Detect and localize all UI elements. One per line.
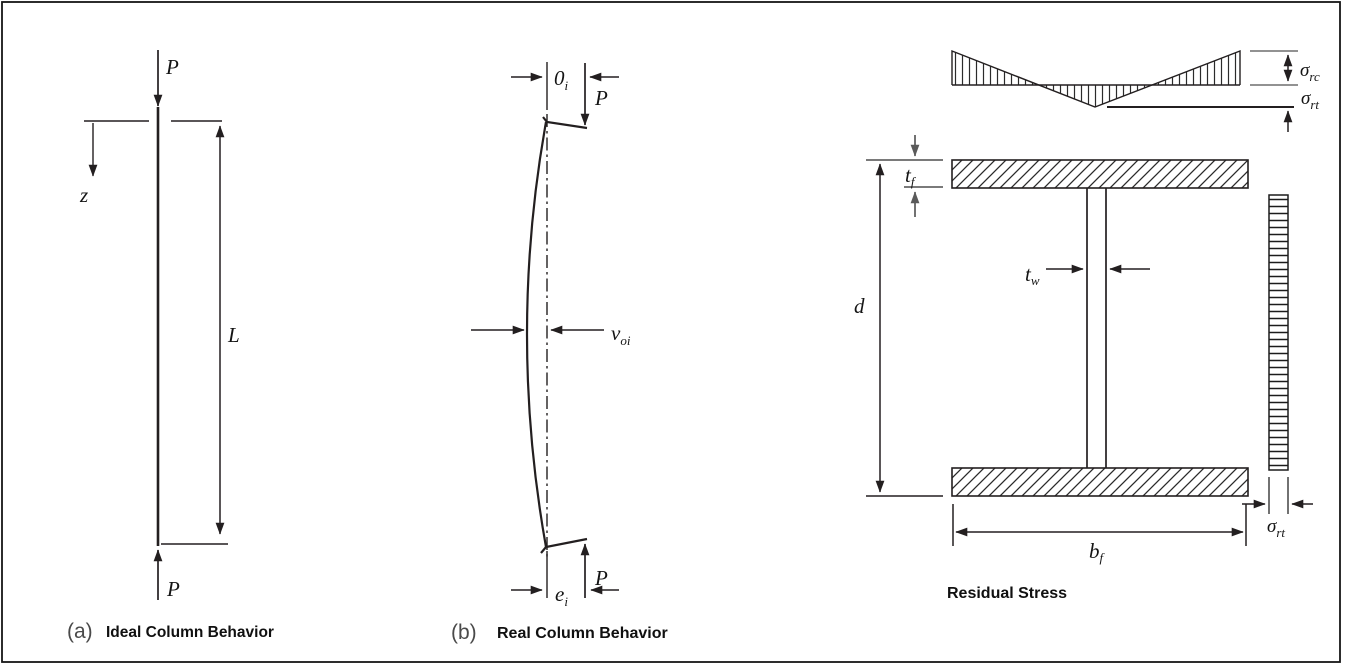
panel-b-caption-index: (b) — [451, 621, 477, 644]
label-flange-width: bf — [1089, 539, 1104, 565]
label-load-top: P — [595, 86, 608, 110]
label-load-bottom: P — [167, 577, 180, 601]
web-stress-distribution — [1269, 195, 1288, 470]
length-dimension — [161, 126, 228, 544]
label-z-axis: z — [80, 183, 89, 207]
depth-dimension — [866, 164, 943, 496]
column-top-end — [543, 117, 587, 128]
label-sigma-rt-top: $\sigma_{rt}$ — [1301, 88, 1320, 112]
label-crookedness: $v_{oi}$ — [611, 321, 631, 348]
label-initial-offset: $0_i$ — [554, 66, 569, 93]
label-load-top: P — [166, 55, 179, 79]
panel-a-ideal-column — [67, 50, 274, 643]
sigma-rt-bottom-dimension — [1242, 477, 1313, 514]
web — [1087, 188, 1106, 468]
label-depth: d — [854, 294, 865, 318]
top-flange — [952, 160, 1248, 188]
label-load-bottom: P — [595, 566, 608, 590]
label-length: L — [228, 323, 240, 347]
column-bottom-end — [541, 539, 587, 553]
label-web-thickness: tw — [1025, 262, 1040, 288]
sigma-rc-dimension — [1250, 51, 1298, 85]
label-eccentricity: $e_i$ — [555, 582, 568, 609]
panel-c-residual-stress — [854, 51, 1320, 602]
deflected-column-curve — [527, 122, 546, 547]
flange-width-dimension — [953, 504, 1246, 546]
label-sigma-rc: $\sigma_{rc}$ — [1300, 60, 1320, 84]
label-sigma-rt-bottom: $\sigma_{rt}$ — [1267, 516, 1286, 540]
bottom-flange — [952, 468, 1248, 496]
figure-border — [2, 2, 1340, 662]
panel-c-caption: Residual Stress — [947, 585, 1068, 602]
panel-a-caption-index: (a) — [67, 620, 93, 643]
panel-b-real-column — [451, 62, 668, 644]
label-flange-thickness: tf — [905, 163, 915, 189]
flange-stress-distribution — [952, 51, 1240, 107]
panel-a-caption: Ideal Column Behavior — [106, 624, 274, 641]
sigma-rt-top-dimension — [1107, 107, 1294, 132]
panel-b-caption: Real Column Behavior — [497, 625, 668, 642]
